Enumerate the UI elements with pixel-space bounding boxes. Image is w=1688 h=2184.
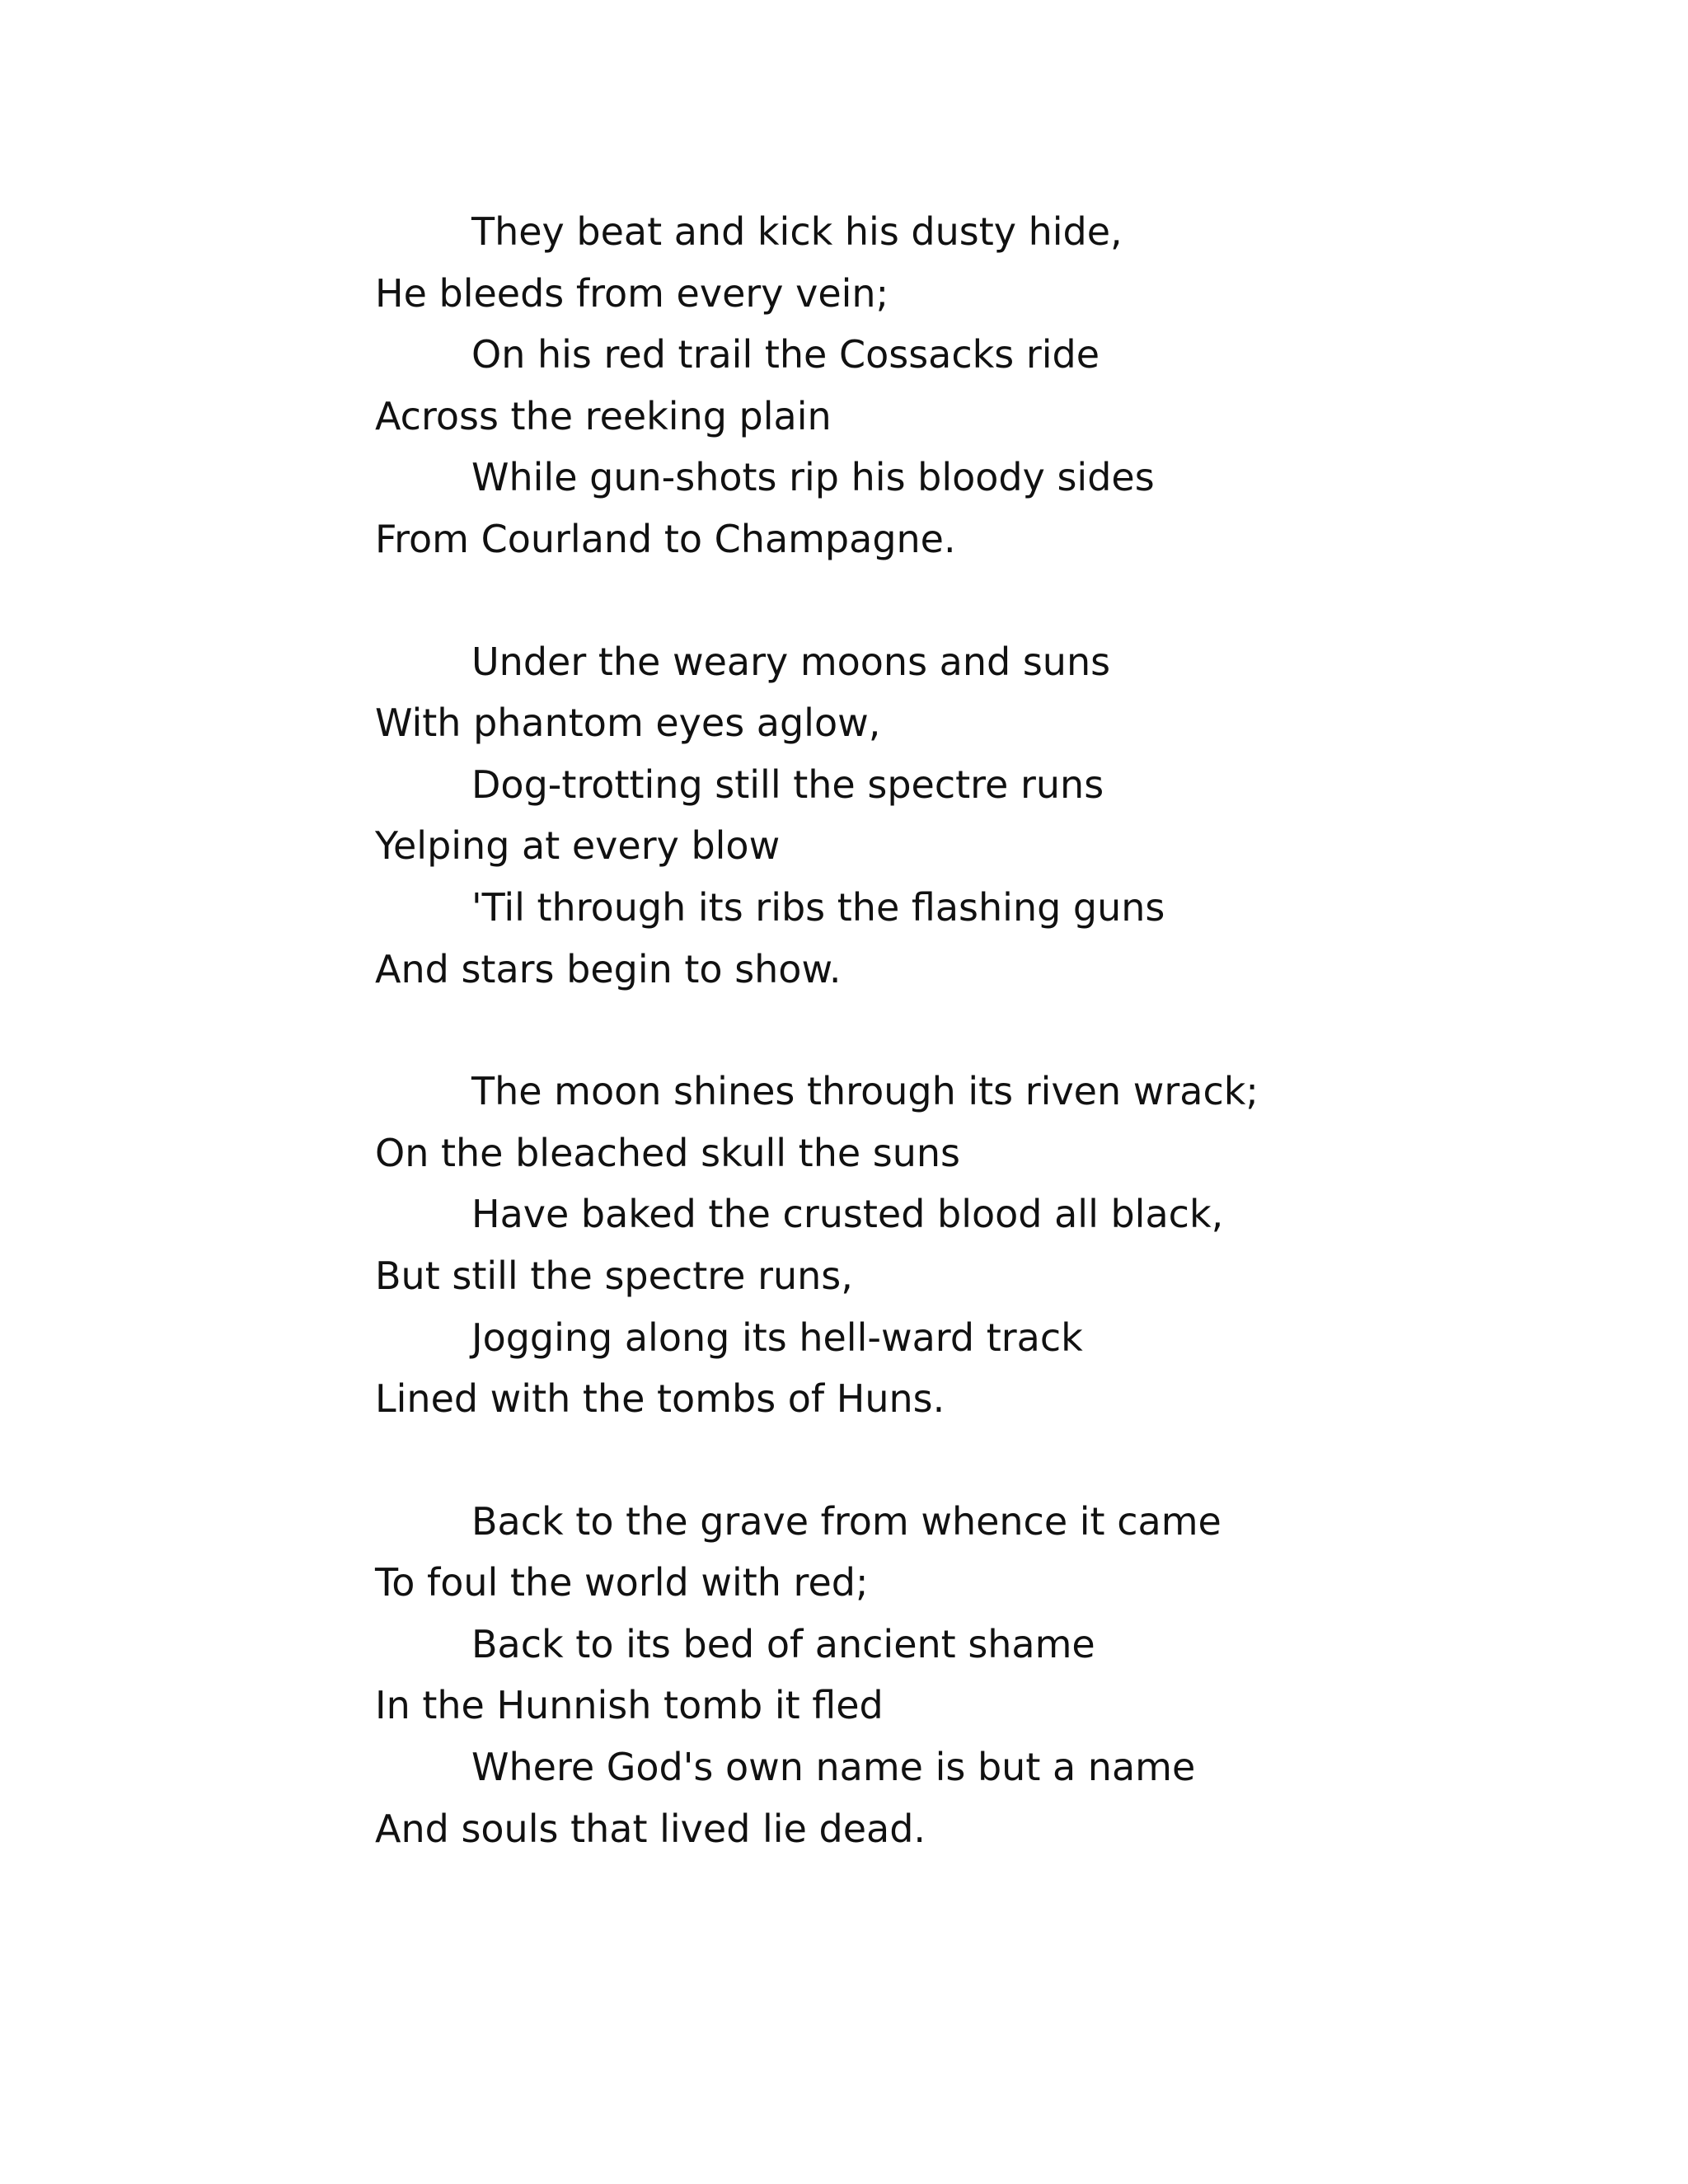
poem-line: On his red trail the Cossacks ride — [471, 332, 1100, 377]
poem-line: They beat and kick his dusty hide, — [471, 209, 1123, 254]
stanza-1 — [375, 201, 1611, 570]
poem — [375, 201, 1611, 1920]
poem-line: To foul the world with red; — [375, 1560, 869, 1605]
poem-line: Across the reeking plain — [375, 393, 832, 438]
poem-line: On the bleached skull the suns — [375, 1130, 961, 1175]
poem-line: Yelping at every blow — [375, 823, 781, 869]
poem-line: Jogging along its hell-ward track — [471, 1315, 1083, 1360]
poem-line: And souls that lived lie dead. — [375, 1806, 926, 1851]
poem-line: Back to the grave from whence it came — [471, 1498, 1221, 1544]
poem-line: 'Til through its ribs the flashing guns — [471, 884, 1165, 930]
poem-line: Back to its bed of ancient shame — [471, 1621, 1095, 1666]
poem-line: He bleeds from every vein; — [375, 270, 889, 316]
poem-line: But still the spectre runs, — [375, 1253, 853, 1298]
poem-line: While gun-shots rip his bloody sides — [471, 455, 1155, 500]
poem-line: From Courland to Champagne. — [375, 516, 956, 561]
stanza-2 — [375, 631, 1611, 1001]
poem-line: In the Hunnish tomb it fled — [375, 1683, 884, 1728]
poem-line: With phantom eyes aglow, — [375, 701, 881, 746]
poem-line: Under the weary moons and suns — [471, 639, 1111, 684]
poem-line: And stars begin to show. — [375, 946, 842, 991]
poem-line: Where God's own name is but a name — [471, 1745, 1196, 1790]
poem-line: Have baked the crusted blood all black, — [471, 1192, 1224, 1237]
stanza-4 — [375, 1491, 1611, 1860]
stanza-3 — [375, 1061, 1611, 1430]
poem-line: The moon shines through its riven wrack; — [471, 1069, 1259, 1114]
poem-line: Lined with the tombs of Huns. — [375, 1376, 945, 1422]
poem-line: Dog-trotting still the spectre runs — [471, 762, 1104, 807]
